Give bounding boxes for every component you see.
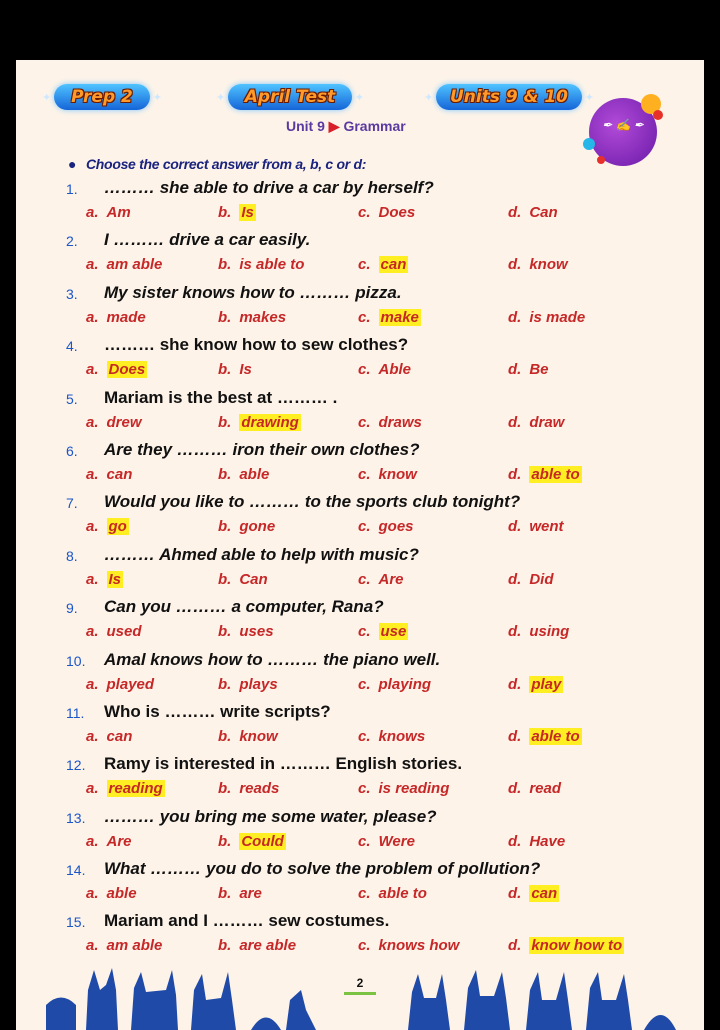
answer-option[interactable]	[358, 885, 427, 902]
answer-option[interactable]	[508, 466, 582, 483]
answer-option[interactable]	[86, 571, 123, 588]
instruction-text: Choose the correct answer from a, b, c or d:	[86, 156, 367, 172]
option-letter: d.	[508, 256, 522, 274]
option-value: Have	[529, 832, 566, 850]
option-letter: c.	[358, 361, 371, 379]
answer-option[interactable]	[358, 204, 415, 221]
option-letter: c.	[358, 570, 371, 588]
question-number: 3.	[66, 285, 78, 302]
answer-option[interactable]	[218, 623, 274, 640]
option-letter: a.	[86, 832, 99, 850]
option-letter: a.	[86, 727, 99, 745]
option-letter: d.	[508, 570, 522, 588]
option-letter: d.	[508, 780, 522, 798]
bullet-icon: ●	[68, 156, 77, 172]
option-letter: b.	[218, 885, 232, 903]
answer-options	[16, 414, 704, 434]
question-number: 11.	[66, 704, 85, 721]
question-text: ……… she able to drive a car by herself?	[104, 178, 434, 197]
answer-option[interactable]	[218, 676, 278, 693]
option-letter: c.	[358, 465, 371, 483]
cheering-crowd-silhouette-icon	[16, 960, 704, 1030]
option-value: reads	[239, 780, 280, 798]
option-value: using	[529, 623, 570, 641]
question-text: What ……… you do to solve the problem of pollution?	[104, 859, 541, 879]
page-number: 2	[344, 976, 376, 995]
answer-options	[16, 204, 704, 224]
answer-option[interactable]	[218, 256, 304, 273]
answer-option[interactable]	[508, 623, 569, 640]
answer-option[interactable]	[218, 571, 268, 588]
option-letter: d.	[508, 727, 522, 745]
question-number: 5.	[66, 390, 78, 407]
answer-option[interactable]	[218, 728, 278, 745]
correct-answer-highlight: Is	[108, 570, 122, 588]
question-number: 7.	[66, 495, 78, 512]
answer-option[interactable]	[508, 361, 549, 378]
answer-option[interactable]	[358, 937, 459, 954]
answer-option[interactable]	[358, 309, 421, 326]
answer-option[interactable]	[218, 885, 262, 902]
answer-option[interactable]	[86, 518, 129, 535]
option-letter: b.	[218, 518, 232, 536]
answer-option[interactable]	[218, 833, 286, 850]
answer-option[interactable]	[86, 937, 162, 954]
option-letter: a.	[86, 465, 99, 483]
correct-answer-highlight: able to	[531, 465, 580, 483]
question-number: 9.	[66, 600, 78, 617]
answer-option[interactable]	[358, 780, 449, 797]
option-value: can	[106, 727, 133, 745]
option-letter: a.	[86, 518, 99, 536]
option-value: knows how	[378, 937, 460, 955]
option-letter: b.	[218, 413, 232, 431]
question-item	[16, 224, 704, 276]
option-value: know	[529, 256, 568, 274]
answer-option[interactable]	[86, 309, 146, 326]
question-number: 13.	[66, 809, 86, 826]
option-letter: a.	[86, 308, 99, 326]
question-line	[16, 335, 704, 359]
answer-options	[16, 361, 704, 381]
answer-option[interactable]	[508, 780, 561, 797]
option-value: can	[106, 465, 133, 483]
option-letter: b.	[218, 256, 232, 274]
option-value: Be	[529, 361, 549, 379]
correct-answer-highlight: play	[531, 675, 562, 693]
correct-answer-highlight: reading	[108, 780, 163, 798]
option-value: goes	[378, 518, 414, 536]
option-letter: d.	[508, 361, 522, 379]
question-item	[16, 382, 704, 434]
answer-option[interactable]	[86, 885, 137, 902]
question-text: Amal knows how to ……… the piano well.	[104, 649, 441, 669]
answer-option[interactable]	[508, 256, 568, 273]
units-label: ✦ Units 9 & 10	[449, 87, 569, 107]
answer-option[interactable]	[508, 676, 563, 693]
question-line	[16, 492, 704, 516]
option-letter: c.	[358, 727, 371, 745]
question-number: 4.	[66, 338, 78, 355]
question-text: ……… Ahmed able to help with music?	[104, 544, 419, 564]
option-value: are able	[239, 937, 297, 955]
question-item	[16, 591, 704, 643]
answer-option[interactable]	[358, 676, 431, 693]
option-value: are	[239, 885, 262, 903]
question-item	[16, 801, 704, 853]
option-letter: c.	[358, 832, 371, 850]
question-text: Ramy is interested in ……… English stories.	[104, 754, 463, 774]
question-line	[16, 597, 704, 621]
option-letter: c.	[358, 937, 371, 955]
answer-option[interactable]	[358, 414, 422, 431]
answer-option[interactable]	[358, 833, 415, 850]
answer-options	[16, 623, 704, 643]
answer-option[interactable]	[508, 833, 565, 850]
option-value: knows	[378, 727, 426, 745]
correct-answer-highlight: Could	[241, 832, 284, 850]
option-value: read	[529, 780, 562, 798]
answer-option[interactable]	[508, 885, 559, 902]
question-text: Are they ……… iron their own clothes?	[104, 439, 420, 459]
question-line	[16, 859, 704, 883]
option-letter: c.	[358, 413, 371, 431]
question-line	[16, 440, 704, 464]
option-value: Were	[378, 832, 415, 850]
question-item	[16, 172, 704, 224]
option-value: is reading	[378, 780, 450, 798]
option-value: draws	[378, 413, 422, 431]
option-letter: b.	[218, 727, 232, 745]
option-value: able to	[378, 885, 427, 903]
option-letter: c.	[358, 780, 371, 798]
answer-option[interactable]	[508, 518, 564, 535]
option-letter: c.	[358, 623, 371, 641]
question-text: ……… you bring me some water, please?	[104, 806, 437, 826]
option-value: made	[106, 308, 146, 326]
option-letter: b.	[218, 780, 232, 798]
option-value: Is	[239, 361, 252, 379]
question-item	[16, 748, 704, 800]
option-letter: b.	[218, 308, 232, 326]
option-value: Can	[529, 204, 558, 221]
question-list	[16, 172, 704, 958]
option-letter: d.	[508, 937, 522, 955]
option-letter: d.	[508, 623, 522, 641]
correct-answer-highlight: able to	[531, 727, 580, 745]
question-item	[16, 853, 704, 905]
question-item	[16, 905, 704, 957]
option-value: Can	[239, 570, 268, 588]
question-number: 14.	[66, 862, 86, 879]
answer-option[interactable]	[358, 571, 404, 588]
instruction	[68, 156, 367, 172]
correct-answer-highlight: use	[380, 623, 407, 641]
option-letter: b.	[218, 204, 232, 221]
answer-option[interactable]	[218, 937, 296, 954]
question-line	[16, 911, 704, 935]
answer-option[interactable]	[508, 414, 564, 431]
question-text: Mariam is the best at ……… .	[104, 387, 338, 407]
option-value: Am	[106, 204, 131, 221]
question-number: 2.	[66, 233, 78, 250]
question-text: ……… she know how to sew clothes?	[104, 335, 409, 355]
option-letter: a.	[86, 623, 99, 641]
option-letter: d.	[508, 413, 522, 431]
option-letter: d.	[508, 308, 522, 326]
option-letter: a.	[86, 780, 99, 798]
option-value: draw	[529, 413, 565, 431]
answer-option[interactable]	[86, 256, 162, 273]
answer-options	[16, 833, 704, 853]
answer-option[interactable]	[218, 780, 279, 797]
option-value: gone	[239, 518, 276, 536]
correct-answer-highlight: Does	[108, 361, 146, 379]
correct-answer-highlight: can	[531, 885, 558, 903]
answer-option[interactable]	[358, 728, 425, 745]
answer-option[interactable]	[508, 309, 585, 326]
option-value: know	[378, 465, 417, 483]
answer-option[interactable]	[508, 937, 624, 954]
option-value: went	[529, 518, 564, 536]
question-line	[16, 650, 704, 674]
option-letter: d.	[508, 465, 522, 483]
question-number: 1.	[66, 181, 78, 197]
option-letter: a.	[86, 675, 99, 693]
answer-options	[16, 309, 704, 329]
question-line	[16, 545, 704, 569]
correct-answer-highlight: go	[108, 518, 127, 536]
answer-option[interactable]	[86, 676, 154, 693]
option-value: playing	[378, 675, 432, 693]
option-letter: a.	[86, 413, 99, 431]
option-letter: a.	[86, 256, 99, 274]
test-label: ✦ April Test	[244, 87, 336, 107]
option-value: makes	[239, 308, 287, 326]
answer-option[interactable]	[358, 518, 414, 535]
section-label: Grammar	[343, 118, 406, 134]
option-letter: c.	[358, 885, 371, 903]
option-letter: d.	[508, 832, 522, 850]
question-item	[16, 277, 704, 329]
option-letter: d.	[508, 675, 522, 693]
option-value: Are	[106, 832, 132, 850]
option-value: am able	[106, 256, 163, 274]
question-item	[16, 434, 704, 486]
question-text: Would you like to ……… to the sports club tonight?	[104, 492, 521, 512]
answer-options	[16, 571, 704, 591]
answer-options	[16, 676, 704, 696]
question-number: 6.	[66, 442, 78, 459]
answer-option[interactable]	[508, 571, 554, 588]
question-text: My sister knows how to ……… pizza.	[104, 282, 402, 302]
question-line	[16, 388, 704, 412]
option-letter: c.	[358, 204, 371, 221]
question-text: Who is ……… write scripts?	[104, 701, 331, 721]
option-value: drew	[106, 413, 142, 431]
option-letter: c.	[358, 308, 371, 326]
option-value: Does	[378, 204, 416, 221]
question-item	[16, 486, 704, 538]
answer-option[interactable]	[358, 623, 408, 640]
option-value: Able	[378, 361, 412, 379]
question-number: 10.	[66, 652, 86, 669]
option-value: played	[106, 675, 155, 693]
correct-answer-highlight: Is	[241, 204, 254, 221]
correct-answer-highlight: know how to	[531, 937, 623, 955]
option-value: able	[239, 465, 270, 483]
option-value: Did	[529, 570, 554, 588]
prep-label: ✦ Prep 2	[71, 87, 133, 107]
answer-option[interactable]	[218, 466, 269, 483]
answer-options	[16, 518, 704, 538]
option-letter: b.	[218, 832, 232, 850]
question-number: 12.	[66, 757, 86, 774]
answer-option[interactable]	[508, 728, 582, 745]
unit-title	[286, 118, 406, 135]
option-value: is able to	[239, 256, 305, 274]
correct-answer-highlight: make	[380, 308, 419, 326]
option-letter: c.	[358, 675, 371, 693]
question-line	[16, 754, 704, 778]
answer-options	[16, 937, 704, 957]
option-letter: a.	[86, 570, 99, 588]
answer-option[interactable]	[358, 256, 408, 273]
correct-answer-highlight: drawing	[241, 413, 299, 431]
answer-option[interactable]	[86, 414, 142, 431]
option-letter: b.	[218, 623, 232, 641]
question-line	[16, 230, 704, 254]
question-line	[16, 178, 704, 202]
option-letter: a.	[86, 361, 99, 379]
option-letter: d.	[508, 518, 522, 536]
option-value: uses	[239, 623, 274, 641]
answer-option[interactable]	[358, 361, 411, 378]
answer-options	[16, 885, 704, 905]
question-text: Can you ……… a computer, Rana?	[104, 597, 384, 617]
option-value: am able	[106, 937, 163, 955]
option-value: able	[106, 885, 137, 903]
question-text: Mariam and I ……… sew costumes.	[104, 911, 390, 931]
option-letter: c.	[358, 518, 371, 536]
answer-options	[16, 466, 704, 486]
question-line	[16, 702, 704, 726]
option-letter: c.	[358, 256, 371, 274]
correct-answer-highlight: can	[380, 256, 407, 274]
option-value: Are	[378, 570, 404, 588]
question-line	[16, 283, 704, 307]
answer-options	[16, 780, 704, 800]
test-badge	[228, 84, 352, 110]
option-letter: a.	[86, 204, 99, 221]
answer-option[interactable]	[86, 204, 131, 221]
unit-label: Unit 9	[286, 118, 325, 134]
answer-option[interactable]	[218, 414, 301, 431]
answer-options	[16, 256, 704, 276]
question-number: 8.	[66, 547, 78, 564]
option-value: is made	[529, 308, 586, 326]
answer-option[interactable]	[218, 309, 286, 326]
option-value: used	[106, 623, 142, 641]
answer-option[interactable]	[86, 833, 132, 850]
answer-option[interactable]	[508, 204, 558, 221]
answer-options	[16, 728, 704, 748]
question-item	[16, 329, 704, 381]
option-letter: d.	[508, 204, 522, 221]
option-letter: d.	[508, 885, 522, 903]
option-letter: a.	[86, 937, 99, 955]
question-item	[16, 696, 704, 748]
option-letter: b.	[218, 361, 232, 379]
prep-badge	[54, 84, 150, 110]
option-letter: b.	[218, 570, 232, 588]
worksheet-page	[16, 60, 704, 1030]
option-letter: b.	[218, 937, 232, 955]
answer-option[interactable]	[218, 518, 275, 535]
answer-option[interactable]	[218, 361, 252, 378]
option-value: know	[239, 727, 278, 745]
option-letter: a.	[86, 885, 99, 903]
question-text: I ……… drive a car easily.	[104, 230, 311, 250]
units-badge	[436, 84, 582, 110]
answer-option[interactable]	[358, 466, 417, 483]
arrow-right-icon: ▶	[328, 118, 340, 134]
question-item	[16, 539, 704, 591]
answer-option[interactable]	[218, 204, 256, 221]
answer-option[interactable]	[86, 780, 165, 797]
question-item	[16, 644, 704, 696]
answer-option[interactable]	[86, 361, 147, 378]
answer-option[interactable]	[86, 623, 142, 640]
option-letter: b.	[218, 465, 232, 483]
answer-option[interactable]	[86, 466, 132, 483]
answer-option[interactable]	[86, 728, 132, 745]
question-number: 15.	[66, 914, 86, 931]
option-value: plays	[239, 675, 278, 693]
option-letter: b.	[218, 675, 232, 693]
author-logo-icon: ✒︎ ✍ ✒︎	[589, 98, 657, 166]
question-line	[16, 807, 704, 831]
